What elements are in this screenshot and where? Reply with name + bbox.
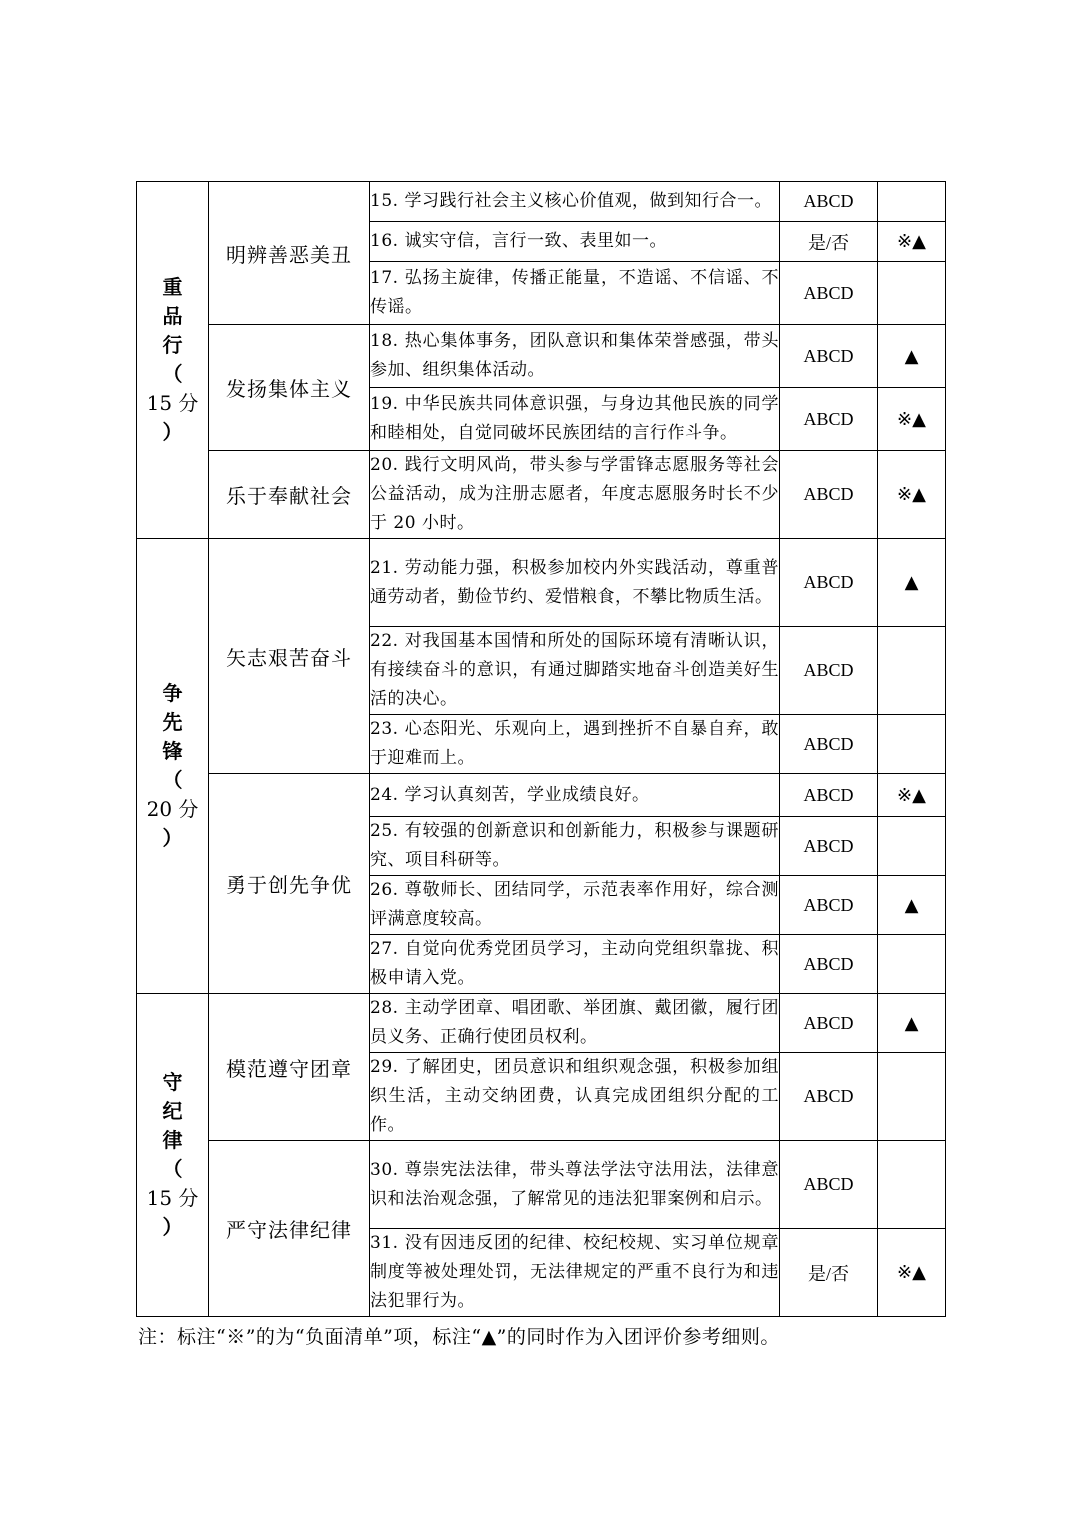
mark-cell xyxy=(878,935,946,994)
item-text: 26. 尊敬师长、团结同学，示范表率作用好，综合测评满意度较高。 xyxy=(370,876,780,935)
dimension-char: ） xyxy=(162,1215,183,1239)
grade-cell: ABCD xyxy=(780,715,878,774)
grade-cell: ABCD xyxy=(780,539,878,627)
item-text: 23. 心态阳光、乐观向上，遇到挫折不自暴自弃，敢于迎难而上。 xyxy=(370,715,780,774)
item-text: 16. 诚实守信，言行一致、表里如一。 xyxy=(370,222,780,262)
mark-cell: ▲ xyxy=(878,325,946,388)
dimension-cell xyxy=(137,539,209,994)
table-row xyxy=(137,539,946,627)
dimension-char: 锋 xyxy=(162,739,183,763)
dimension-char: ） xyxy=(162,826,183,850)
dimension-char: 争 xyxy=(162,681,183,705)
mark-cell: ※▲ xyxy=(878,774,946,817)
mark-cell: ※▲ xyxy=(878,222,946,262)
grade-cell: ABCD xyxy=(780,451,878,539)
item-text: 27. 自觉向优秀党团员学习，主动向党组织靠拢、积极申请入党。 xyxy=(370,935,780,994)
table-row xyxy=(137,774,946,817)
item-text: 15. 学习践行社会主义核心价值观，做到知行合一。 xyxy=(370,182,780,222)
mark-cell xyxy=(878,817,946,876)
item-text: 25. 有较强的创新意识和创新能力，积极参与课题研究、项目科研等。 xyxy=(370,817,780,876)
item-text: 21. 劳动能力强，积极参加校内外实践活动，尊重普通劳动者，勤俭节约、爱惜粮食，不攀比物质生活。 xyxy=(370,539,780,627)
table-row xyxy=(137,1141,946,1229)
sub-category-cell: 严守法律纪律 xyxy=(209,1141,370,1317)
grade-cell: ABCD xyxy=(780,994,878,1053)
item-text: 29. 了解团史，团员意识和组织观念强，积极参加组织生活，主动交纳团费，认真完成团组织分配的工作。 xyxy=(370,1053,780,1141)
item-text: 17. 弘扬主旋律，传播正能量，不造谣、不信谣、不传谣。 xyxy=(370,262,780,325)
dimension-char: 重 xyxy=(162,275,183,299)
table-row xyxy=(137,182,946,222)
item-text: 22. 对我国基本国情和所处的国际环境有清晰认识，有接续奋斗的意识，有通过脚踏实地奋斗创造美好生活的决心。 xyxy=(370,627,780,715)
dimension-char: （ xyxy=(162,1157,183,1181)
table-row xyxy=(137,325,946,388)
mark-cell xyxy=(878,262,946,325)
mark-cell: ※▲ xyxy=(878,388,946,451)
grade-cell: ABCD xyxy=(780,262,878,325)
sub-category-cell: 矢志艰苦奋斗 xyxy=(209,539,370,774)
grade-cell: 是/否 xyxy=(780,222,878,262)
dimension-char: 律 xyxy=(162,1128,183,1152)
dimension-score: 15 分 xyxy=(146,1186,199,1210)
item-text: 20. 践行文明风尚，带头参与学雷锋志愿服务等社会公益活动，成为注册志愿者，年度志愿服务时长不少于 20 小时。 xyxy=(370,451,780,539)
mark-cell: ※▲ xyxy=(878,451,946,539)
item-text: 30. 尊崇宪法法律，带头尊法学法守法用法，法律意识和法治观念强，了解常见的违法犯罪案例和启示。 xyxy=(370,1141,780,1229)
sub-category-cell: 乐于奉献社会 xyxy=(209,451,370,539)
grade-cell: ABCD xyxy=(780,388,878,451)
item-text: 31. 没有因违反团的纪律、校纪校规、实习单位规章制度等被处理处罚，无法律规定的严重不良行为和违法犯罪行为。 xyxy=(370,1229,780,1317)
dimension-char: 守 xyxy=(162,1070,183,1094)
mark-cell: ※▲ xyxy=(878,1229,946,1317)
dimension-char: 行 xyxy=(162,333,183,357)
footnote: 注：标注“※”的为“负面清单”项，标注“▲”的同时作为入团评价参考细则。 xyxy=(138,1326,780,1348)
table-row xyxy=(137,994,946,1053)
mark-cell xyxy=(878,1141,946,1229)
dimension-char: 先 xyxy=(162,710,183,734)
item-text: 24. 学习认真刻苦，学业成绩良好。 xyxy=(370,774,780,817)
dimension-char: （ xyxy=(162,362,183,386)
mark-cell: ▲ xyxy=(878,994,946,1053)
dimension-char: 纪 xyxy=(162,1099,183,1123)
grade-cell: ABCD xyxy=(780,774,878,817)
grade-cell: ABCD xyxy=(780,935,878,994)
sub-category-cell: 明辨善恶美丑 xyxy=(209,182,370,325)
grade-cell: ABCD xyxy=(780,876,878,935)
table-row xyxy=(137,451,946,539)
dimension-char: 品 xyxy=(162,304,183,328)
sub-category-cell: 模范遵守团章 xyxy=(209,994,370,1141)
dimension-cell xyxy=(137,182,209,539)
grade-cell: ABCD xyxy=(780,182,878,222)
item-text: 28. 主动学团章、唱团歌、举团旗、戴团徽，履行团员义务、正确行使团员权利。 xyxy=(370,994,780,1053)
mark-cell xyxy=(878,627,946,715)
mark-cell xyxy=(878,182,946,222)
grade-cell: ABCD xyxy=(780,1141,878,1229)
evaluation-table xyxy=(136,181,946,1317)
grade-cell: ABCD xyxy=(780,817,878,876)
grade-cell: ABCD xyxy=(780,1053,878,1141)
mark-cell: ▲ xyxy=(878,876,946,935)
sub-category-cell: 勇于创先争优 xyxy=(209,774,370,994)
grade-cell: ABCD xyxy=(780,325,878,388)
dimension-score: 15 分 xyxy=(146,391,199,415)
grade-cell: ABCD xyxy=(780,627,878,715)
dimension-char: （ xyxy=(162,768,183,792)
mark-cell xyxy=(878,715,946,774)
grade-cell: 是/否 xyxy=(780,1229,878,1317)
dimension-char: ） xyxy=(162,420,183,444)
item-text: 18. 热心集体事务，团队意识和集体荣誉感强，带头参加、组织集体活动。 xyxy=(370,325,780,388)
dimension-cell xyxy=(137,994,209,1317)
mark-cell: ▲ xyxy=(878,539,946,627)
item-text: 19. 中华民族共同体意识强，与身边其他民族的同学和睦相处，自觉同破坏民族团结的言行作斗争。 xyxy=(370,388,780,451)
sub-category-cell: 发扬集体主义 xyxy=(209,325,370,451)
dimension-score: 20 分 xyxy=(146,797,199,821)
mark-cell xyxy=(878,1053,946,1141)
